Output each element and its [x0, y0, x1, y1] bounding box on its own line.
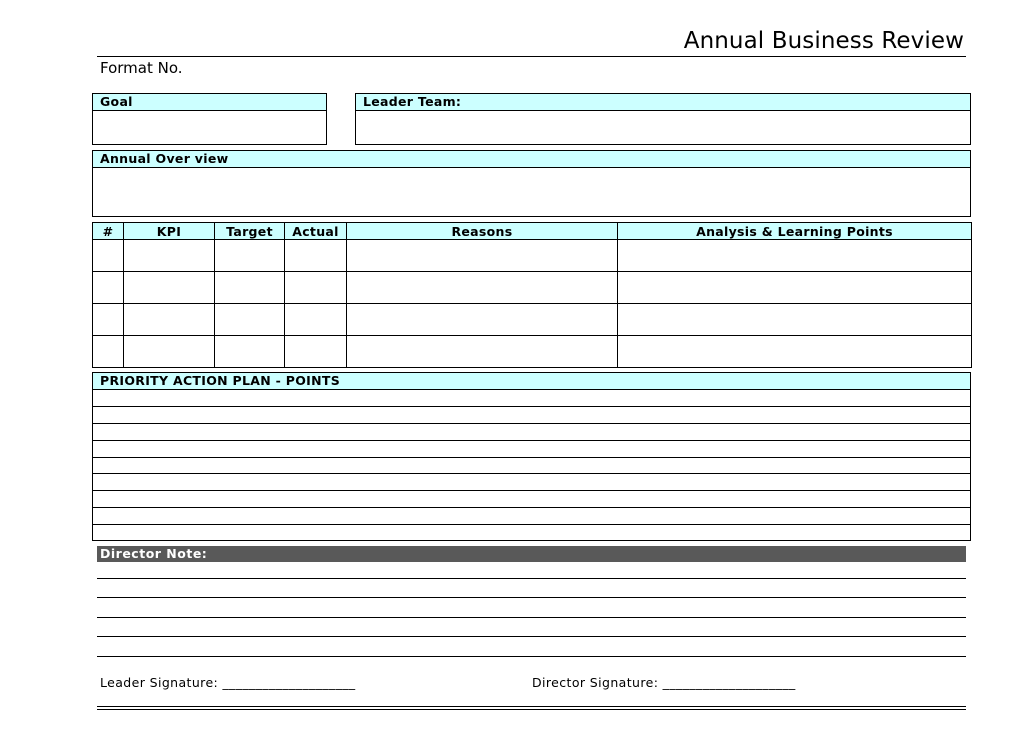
goal-section: [92, 93, 327, 145]
table-cell[interactable]: [215, 272, 285, 304]
table-cell[interactable]: [124, 240, 215, 272]
table-cell[interactable]: [215, 304, 285, 336]
table-cell[interactable]: [124, 336, 215, 368]
table-cell[interactable]: [93, 240, 124, 272]
action-point-line[interactable]: [93, 458, 970, 475]
table-cell[interactable]: [618, 272, 972, 304]
priority-action-plan-section: [92, 372, 971, 541]
column-header-number: #: [93, 223, 124, 240]
goal-field[interactable]: [93, 111, 326, 144]
action-point-line[interactable]: [93, 491, 970, 508]
table-cell[interactable]: [618, 240, 972, 272]
table-cell[interactable]: [618, 304, 972, 336]
kpi-table-header-row: [93, 223, 972, 240]
table-cell[interactable]: [347, 240, 618, 272]
priority-action-plan-header: PRIORITY ACTION PLAN - POINTS: [93, 373, 970, 390]
action-point-line[interactable]: [93, 525, 970, 542]
table-cell[interactable]: [285, 336, 347, 368]
director-note-line[interactable]: [97, 597, 966, 598]
column-header-target: Target: [215, 223, 285, 240]
column-header-reasons: Reasons: [347, 223, 618, 240]
title-divider: [97, 56, 966, 57]
annual-overview-field[interactable]: [93, 168, 970, 216]
footer-divider: [97, 709, 966, 710]
table-cell[interactable]: [93, 336, 124, 368]
annual-overview-section: [92, 150, 971, 217]
director-note-line[interactable]: [97, 578, 966, 579]
page-title: Annual Business Review: [683, 28, 964, 54]
table-cell[interactable]: [124, 304, 215, 336]
footer-divider: [97, 706, 966, 707]
table-row: [93, 304, 972, 336]
action-point-line[interactable]: [93, 508, 970, 525]
leader-signature-field[interactable]: Leader Signature: ____________________: [100, 675, 356, 690]
table-cell[interactable]: [347, 336, 618, 368]
kpi-table: [92, 222, 972, 368]
table-cell[interactable]: [215, 240, 285, 272]
leader-team-field[interactable]: [356, 111, 970, 144]
table-cell[interactable]: [347, 304, 618, 336]
director-signature-field[interactable]: Director Signature: ____________________: [532, 675, 796, 690]
format-number-label: Format No.: [100, 59, 183, 77]
table-cell[interactable]: [618, 336, 972, 368]
action-point-line[interactable]: [93, 390, 970, 407]
annual-overview-header: Annual Over view: [93, 151, 970, 168]
director-note-line[interactable]: [97, 656, 966, 657]
director-note-line[interactable]: [97, 636, 966, 637]
action-point-line[interactable]: [93, 474, 970, 491]
director-note-header: Director Note:: [97, 546, 966, 562]
table-row: [93, 336, 972, 368]
goal-header: Goal: [93, 94, 326, 111]
table-cell[interactable]: [347, 272, 618, 304]
action-point-line[interactable]: [93, 441, 970, 458]
column-header-analysis: Analysis & Learning Points: [618, 223, 972, 240]
action-point-line[interactable]: [93, 424, 970, 441]
director-note-line[interactable]: [97, 617, 966, 618]
table-row: [93, 240, 972, 272]
table-cell[interactable]: [285, 272, 347, 304]
table-cell[interactable]: [93, 272, 124, 304]
column-header-actual: Actual: [285, 223, 347, 240]
table-cell[interactable]: [93, 304, 124, 336]
table-cell[interactable]: [124, 272, 215, 304]
leader-team-section: [355, 93, 971, 145]
table-row: [93, 272, 972, 304]
action-point-line[interactable]: [93, 407, 970, 424]
leader-team-header: Leader Team:: [356, 94, 970, 111]
table-cell[interactable]: [285, 304, 347, 336]
column-header-kpi: KPI: [124, 223, 215, 240]
table-cell[interactable]: [215, 336, 285, 368]
table-cell[interactable]: [285, 240, 347, 272]
